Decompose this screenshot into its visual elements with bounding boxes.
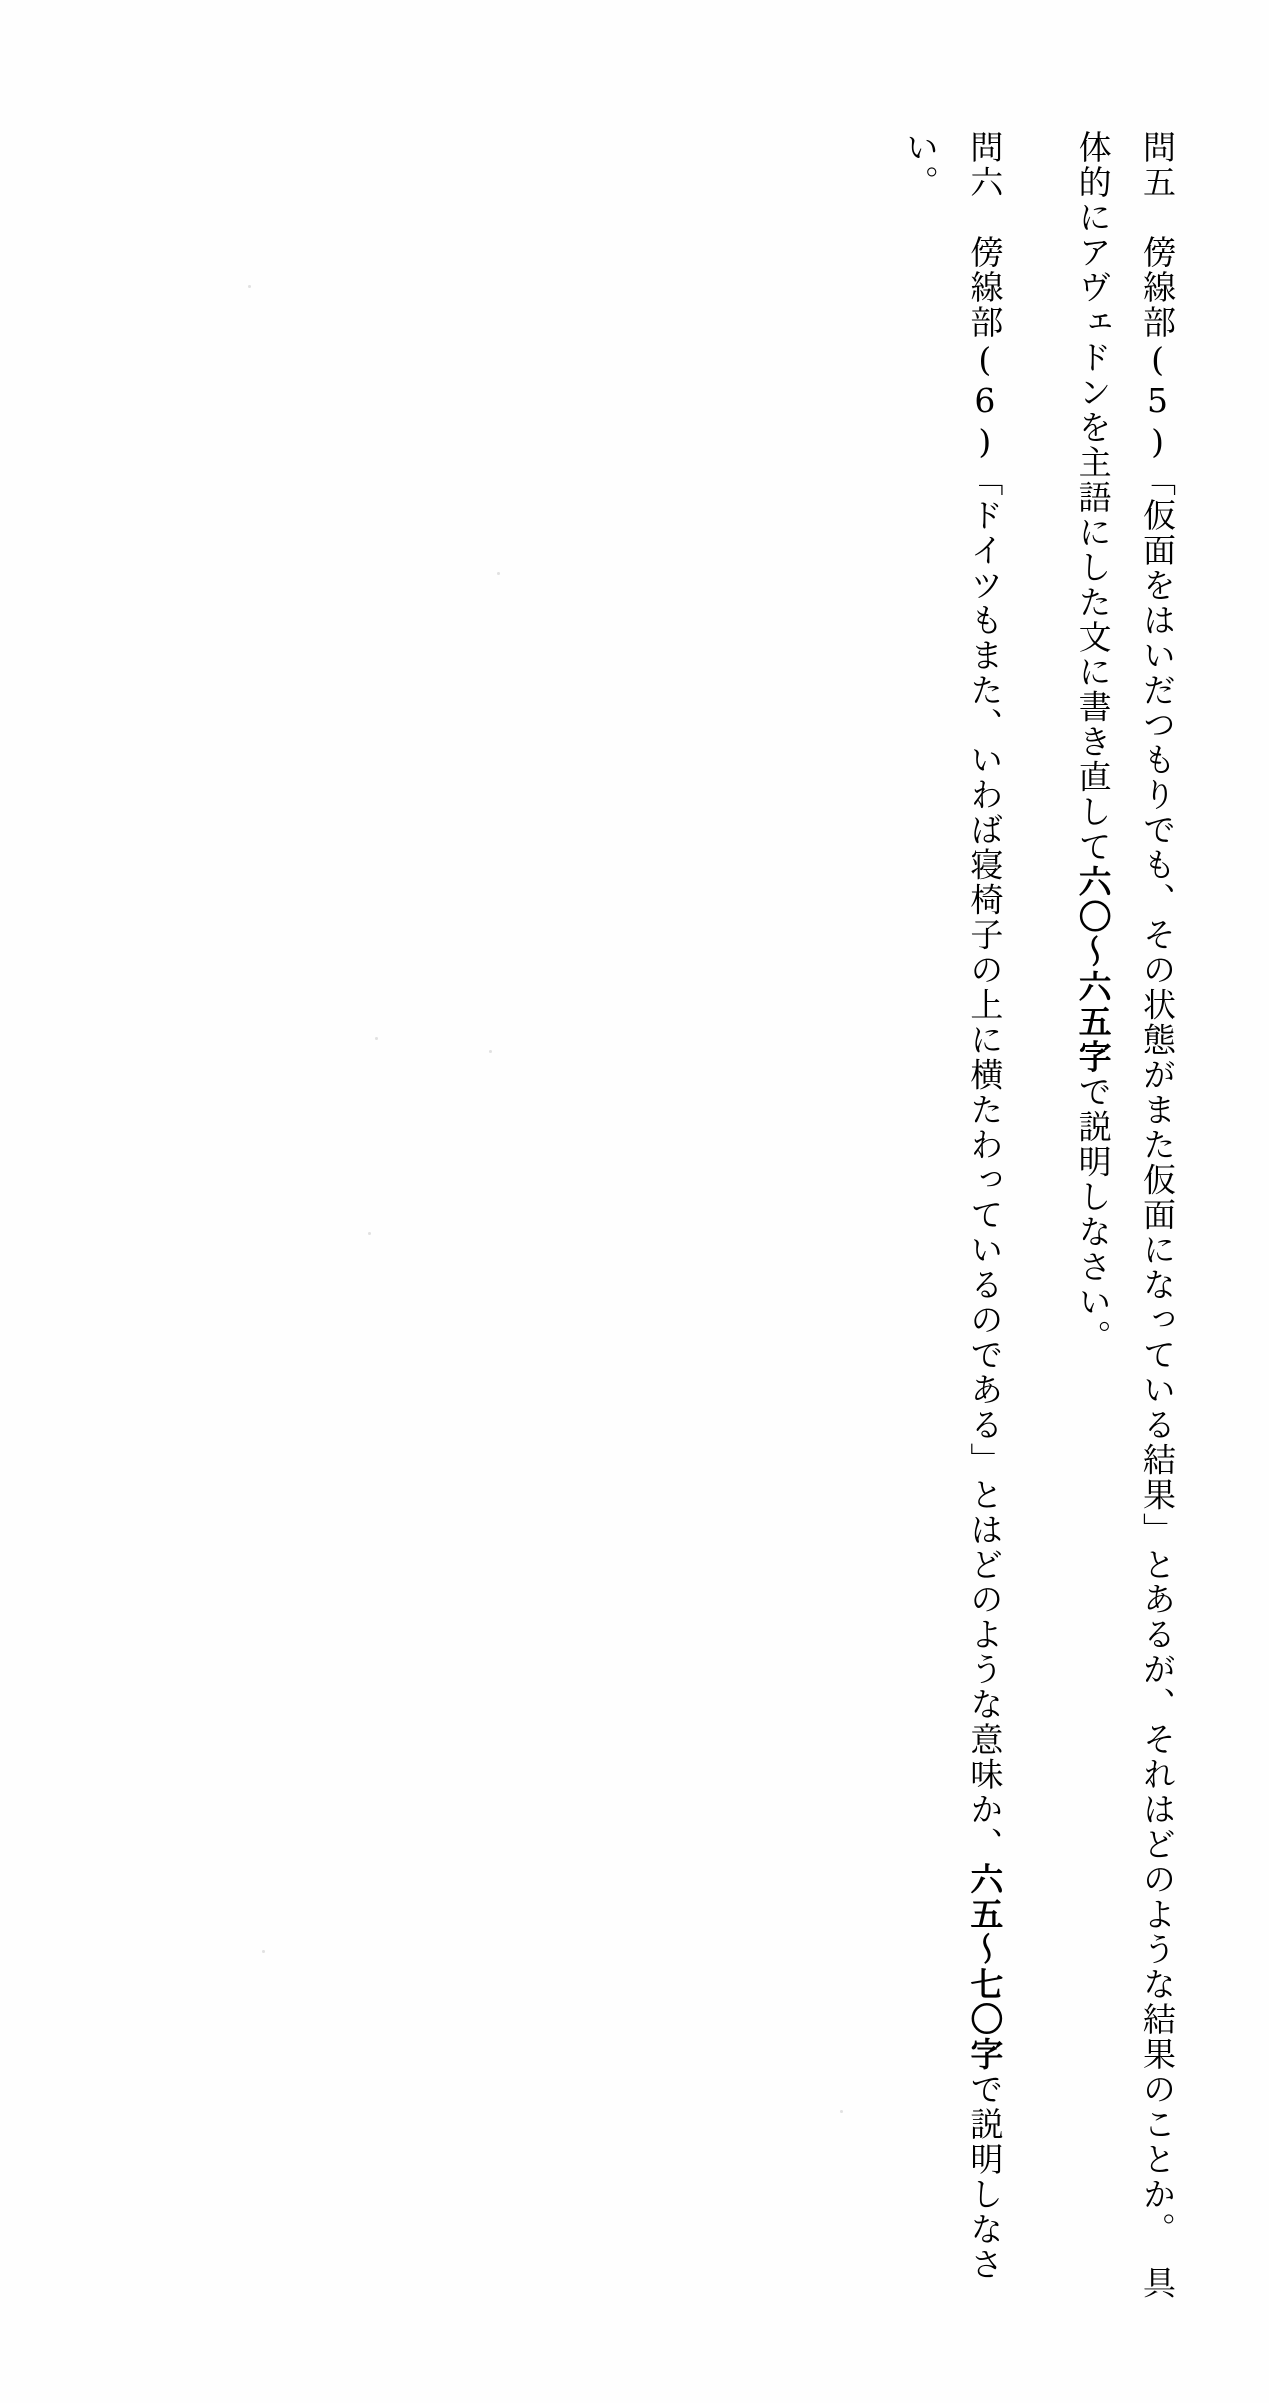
question-emphasis-q5: 六〇〜六五字 bbox=[1073, 864, 1113, 1075]
vertical-text-body bbox=[229, 130, 1189, 2310]
question-label-gap-q5 bbox=[1138, 200, 1177, 235]
question-label-q6: 問六 bbox=[965, 130, 1005, 200]
question-block-q5 bbox=[1060, 130, 1189, 2310]
question-text-q6-part1: 傍線部(6)「ドイツもまた、いわば寝椅子の上に横たわっているのである」とはどのような意味か、 bbox=[965, 234, 1005, 1863]
question-label-gap-q6 bbox=[965, 200, 1004, 235]
question-block-q6 bbox=[888, 130, 1017, 2310]
question-text-q5-part2: 具体的にアヴェドンを主語にした文に書き直して bbox=[1073, 130, 1177, 2301]
question-emphasis-q6: 六五〜七〇字 bbox=[965, 1862, 1005, 2072]
question-label-q5: 問五 bbox=[1138, 130, 1177, 200]
question-text-q5-part1: 傍線部(5)「仮面をはいだつもりでも、その状態がまた仮面になっている結果」とあるが、それはどのような結果のことか。 bbox=[1138, 234, 1177, 2231]
question-text-q5-part3: で説明しなさい。 bbox=[1073, 1074, 1113, 1355]
question-text-q6-part2: で説明しなさい。 bbox=[900, 130, 1005, 2282]
